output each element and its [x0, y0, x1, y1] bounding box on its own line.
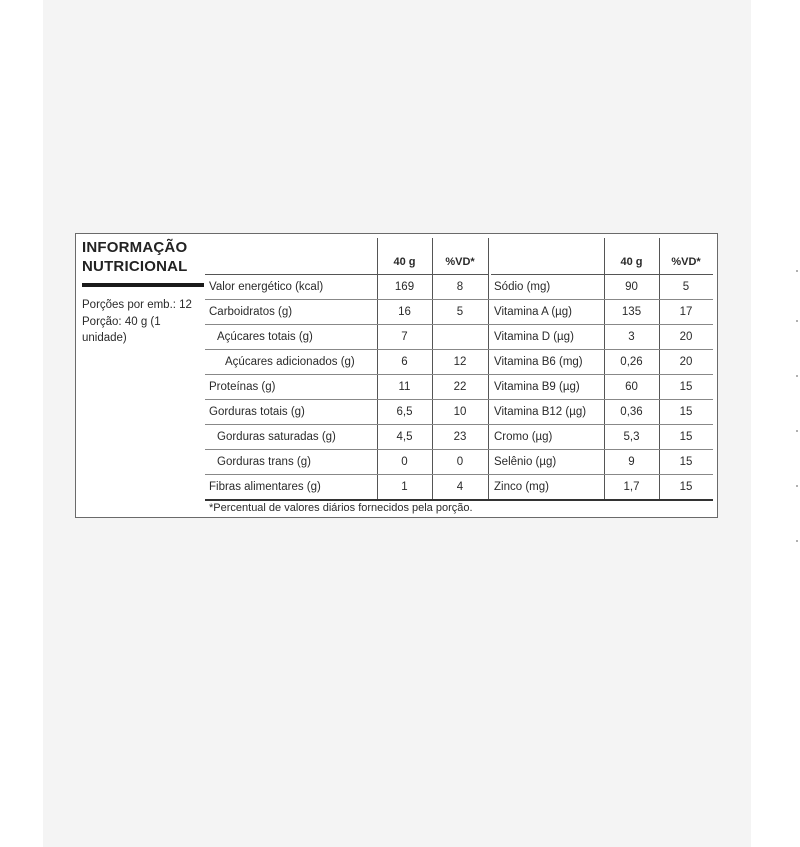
left-row-name: Gorduras totais (g) — [209, 406, 305, 418]
right-amount-header: 40 g — [620, 256, 643, 268]
left-row-amount: 0 — [401, 456, 408, 468]
right-row-amount: 135 — [621, 306, 642, 318]
left-row-name: Açúcares totais (g) — [217, 331, 313, 343]
right-row-dv: 15 — [679, 481, 693, 493]
header-divider — [491, 274, 713, 275]
right-row-name: Selênio (µg) — [494, 456, 557, 468]
row-divider — [205, 474, 713, 475]
left-row-dv: 8 — [456, 281, 464, 293]
right-row-name: Vitamina A (µg) — [494, 306, 573, 318]
right-row-amount: 9 — [628, 456, 635, 468]
header-divider — [205, 274, 488, 275]
right-row-dv: 15 — [679, 456, 693, 468]
right-row-dv: 20 — [679, 331, 693, 343]
edge-artifact — [796, 320, 798, 322]
serving-size: Porção: 40 g (1 unidade) — [82, 315, 161, 344]
servings-per-package: Porções por emb.: 12 — [82, 299, 192, 311]
right-row-name: Vitamina B9 (µg) — [494, 381, 580, 393]
column-divider — [488, 238, 489, 499]
left-row-dv: 10 — [453, 406, 467, 418]
right-row-name: Zinco (mg) — [494, 481, 549, 493]
left-dv-header: %VD* — [445, 256, 475, 268]
right-row-dv: 15 — [679, 381, 693, 393]
row-divider — [205, 349, 713, 350]
right-row-name: Vitamina B12 (µg) — [494, 406, 587, 418]
serving-info — [82, 297, 204, 347]
right-dv-header: %VD* — [671, 256, 701, 268]
left-row-name: Proteínas (g) — [209, 381, 276, 393]
nutrition-facts-label — [75, 233, 718, 518]
right-row-amount: 3 — [628, 331, 635, 343]
right-row-amount: 60 — [625, 381, 638, 393]
right-row-dv: 15 — [679, 431, 693, 443]
right-row-dv: 17 — [679, 306, 693, 318]
edge-artifact — [796, 430, 798, 432]
table-bottom-rule — [205, 499, 713, 501]
right-row-name: Vitamina B6 (mg) — [494, 356, 583, 368]
right-row-dv: 5 — [682, 281, 690, 293]
left-row-amount: 16 — [398, 306, 411, 318]
row-divider — [205, 424, 713, 425]
row-divider — [205, 374, 713, 375]
left-row-name: Fibras alimentares (g) — [209, 481, 321, 493]
title-divider-bar — [82, 283, 204, 287]
right-row-amount: 90 — [625, 281, 638, 293]
right-row-amount: 1,7 — [623, 481, 640, 493]
right-row-name: Sódio (mg) — [494, 281, 551, 293]
left-row-dv: 23 — [453, 431, 467, 443]
right-row-amount: 5,3 — [623, 431, 640, 443]
edge-artifact — [796, 540, 798, 542]
right-row-amount: 0,36 — [620, 406, 643, 418]
left-row-name: Valor energético (kcal) — [209, 281, 324, 293]
edge-artifact — [796, 375, 798, 377]
left-row-dv: 4 — [456, 481, 464, 493]
left-row-name: Carboidratos (g) — [209, 306, 293, 318]
right-row-amount: 0,26 — [620, 356, 643, 368]
left-row-amount: 1 — [401, 481, 408, 493]
left-row-dv: 22 — [453, 381, 467, 393]
left-row-name: Açúcares adicionados (g) — [225, 356, 355, 368]
footnote: *Percentual de valores diários fornecidos pela porção. — [209, 502, 473, 514]
left-row-amount: 7 — [401, 331, 408, 343]
left-row-dv: 5 — [456, 306, 464, 318]
right-row-name: Vitamina D (µg) — [494, 331, 574, 343]
row-divider — [205, 399, 713, 400]
left-amount-header: 40 g — [393, 256, 416, 268]
left-row-name: Gorduras saturadas (g) — [217, 431, 336, 443]
row-divider — [205, 299, 713, 300]
left-row-amount: 6,5 — [396, 406, 413, 418]
edge-artifact — [796, 485, 798, 487]
row-divider — [205, 449, 713, 450]
left-row-amount: 4,5 — [396, 431, 413, 443]
label-title: INFORMAÇÃO NUTRICIONAL — [82, 239, 188, 275]
right-row-dv: 15 — [679, 406, 693, 418]
edge-artifact — [796, 270, 798, 272]
right-row-name: Cromo (µg) — [494, 431, 553, 443]
left-row-amount: 169 — [394, 281, 415, 293]
left-row-dv: 12 — [453, 356, 467, 368]
left-row-amount: 6 — [401, 356, 408, 368]
right-row-dv: 20 — [679, 356, 693, 368]
row-divider — [205, 324, 713, 325]
left-row-amount: 11 — [398, 381, 411, 393]
left-row-name: Gorduras trans (g) — [217, 456, 311, 468]
left-row-dv: 0 — [456, 456, 464, 468]
